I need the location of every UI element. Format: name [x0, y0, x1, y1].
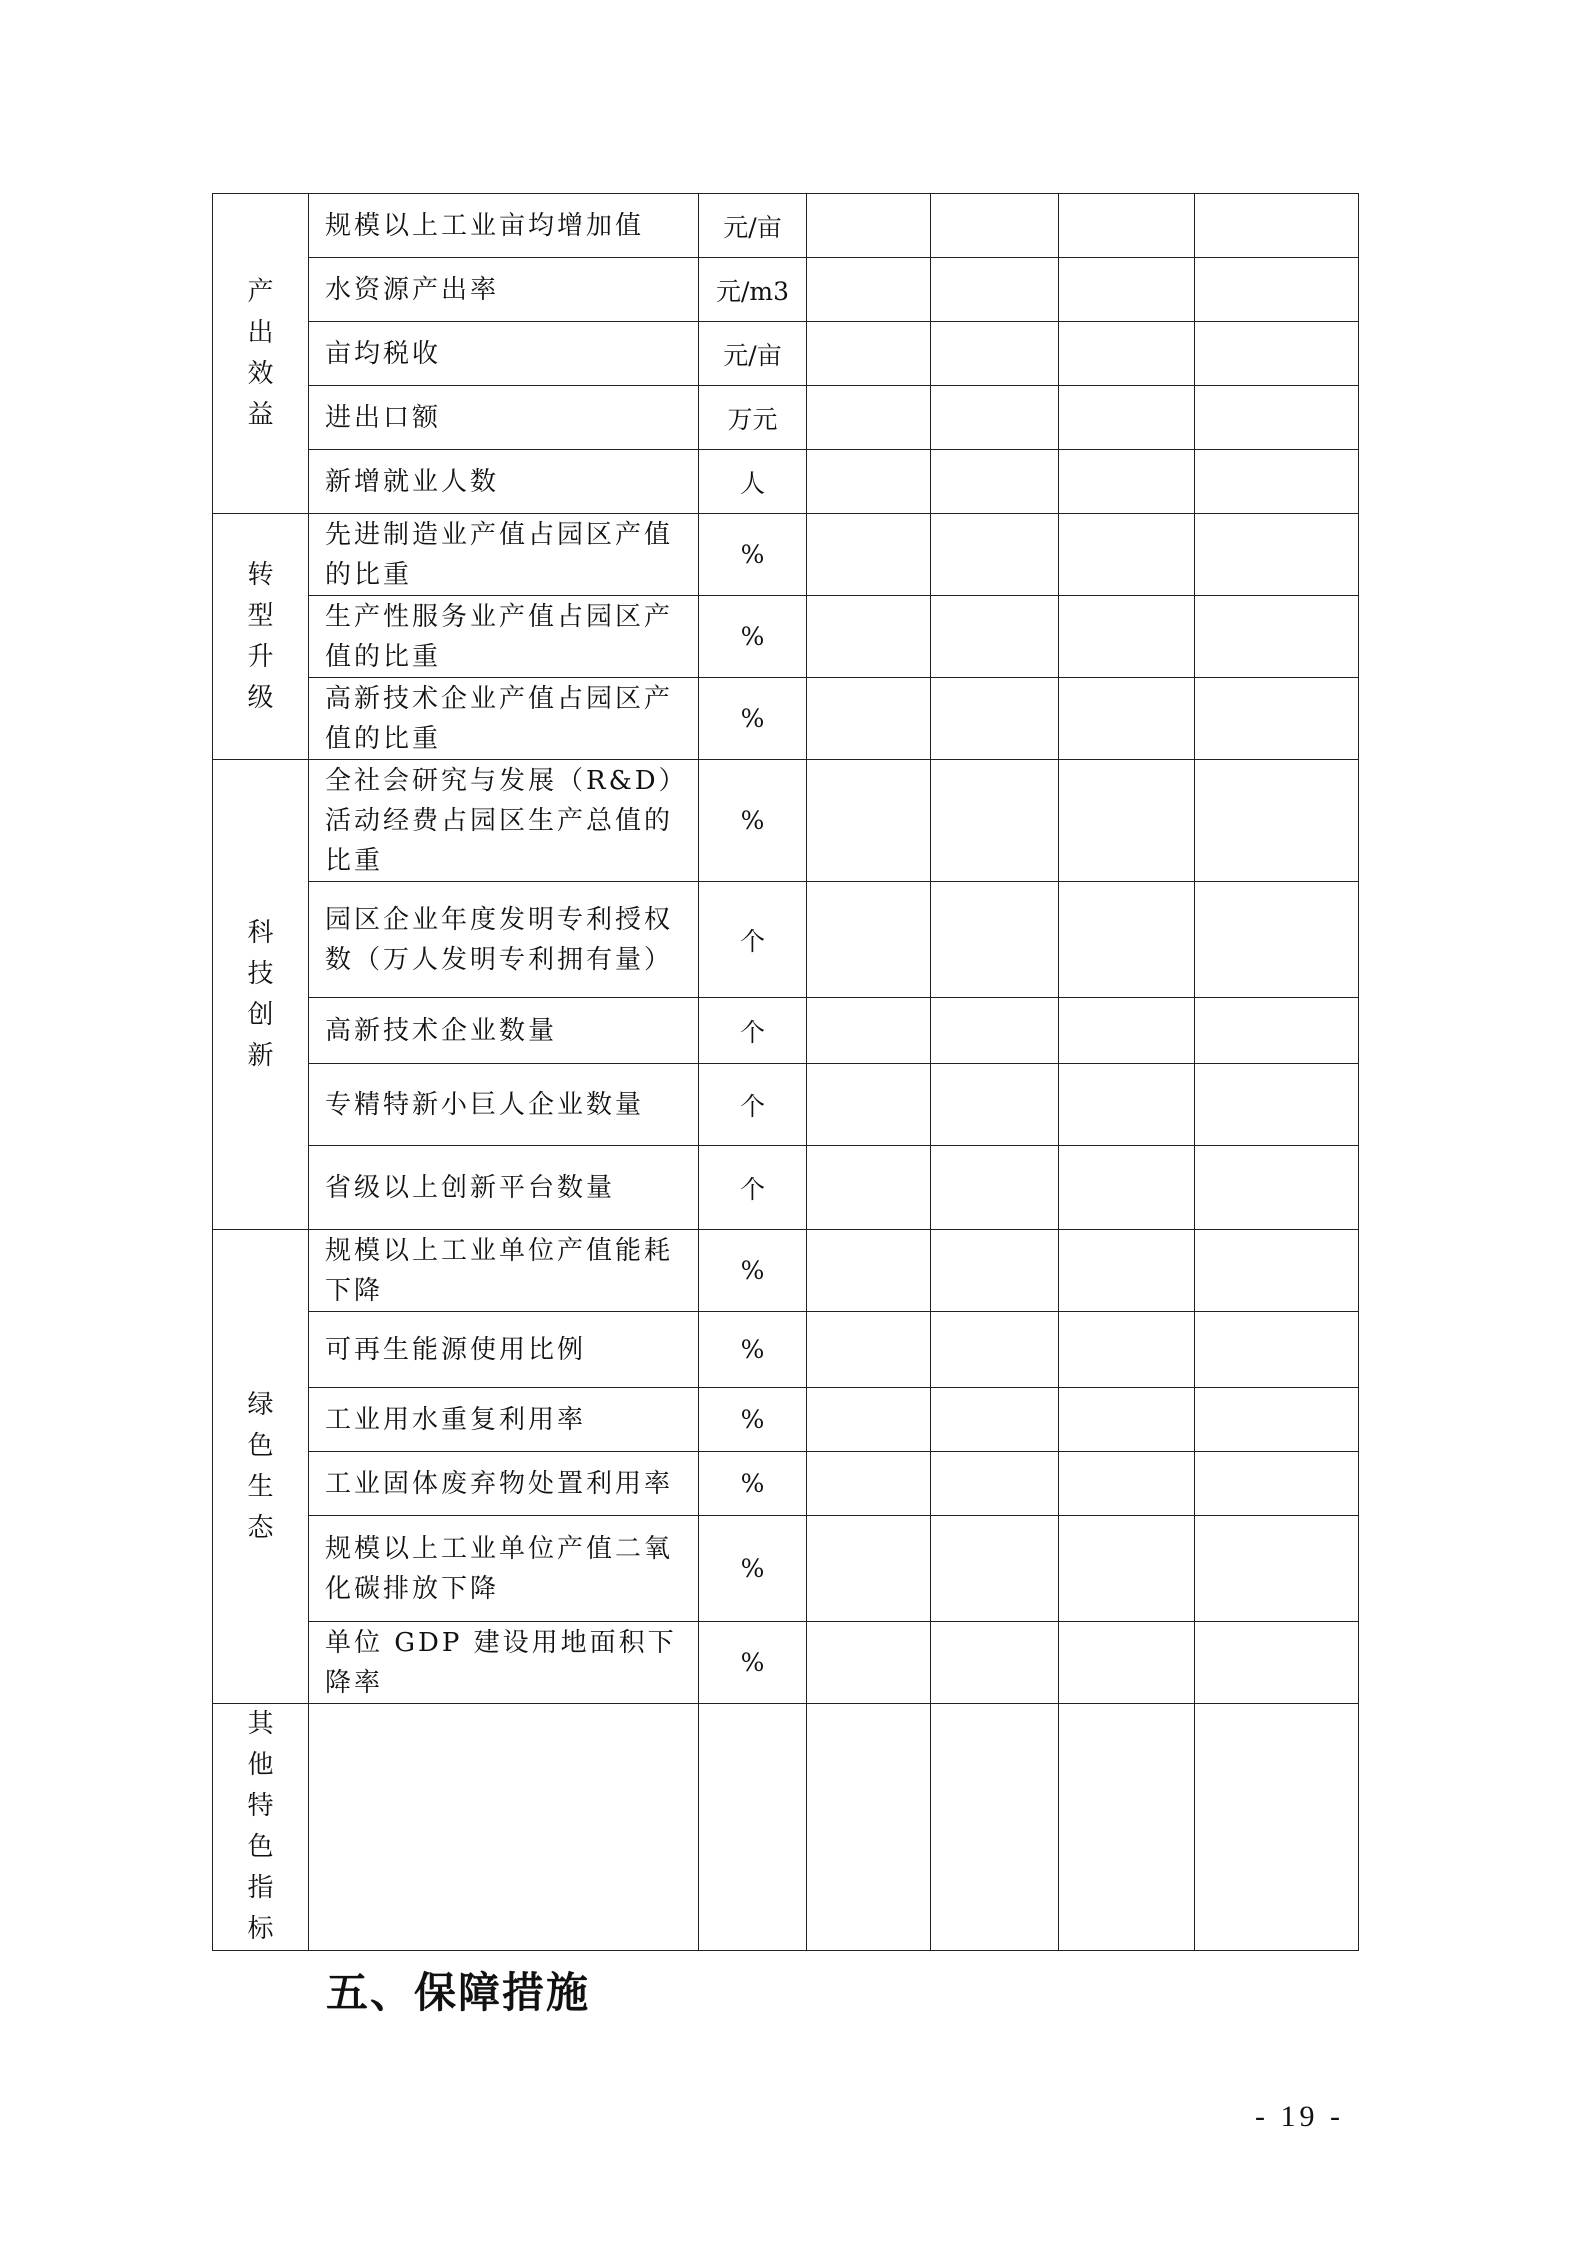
category-cell: [213, 514, 309, 760]
value-cell: [1195, 386, 1359, 450]
value-cell: [807, 194, 931, 258]
unit-cell: %: [699, 1452, 807, 1516]
value-cell: [1195, 514, 1359, 596]
indicator-table-body: [213, 194, 1359, 1951]
value-cell: [807, 596, 931, 678]
value-cell: [931, 450, 1059, 514]
value-cell: [931, 1452, 1059, 1516]
value-cell: [1195, 998, 1359, 1064]
indicator-cell: 省级以上创新平台数量: [309, 1146, 699, 1230]
category-label: 绿色生态: [247, 1389, 274, 1543]
value-cell: [931, 322, 1059, 386]
indicator-cell: 先进制造业产值占园区产值的比重: [309, 514, 699, 596]
indicator-cell: 全社会研究与发展（R&D）活动经费占园区生产总值的比重: [309, 760, 699, 882]
table-row: [213, 514, 1359, 596]
value-cell: [1059, 1312, 1195, 1388]
value-cell: [1195, 882, 1359, 998]
value-cell: [931, 514, 1059, 596]
unit-cell: %: [699, 1516, 807, 1622]
value-cell: [931, 258, 1059, 322]
indicator-cell: 新增就业人数: [309, 450, 699, 514]
indicator-cell: 园区企业年度发明专利授权数（万人发明专利拥有量）: [309, 882, 699, 998]
unit-cell: 元/m3: [699, 258, 807, 322]
unit-cell: %: [699, 1312, 807, 1388]
indicator-cell: 亩均税收: [309, 322, 699, 386]
unit-cell: 个: [699, 882, 807, 998]
unit-cell: 元/亩: [699, 322, 807, 386]
value-cell: [1195, 258, 1359, 322]
unit-cell: %: [699, 1230, 807, 1312]
value-cell: [1059, 596, 1195, 678]
value-cell: [807, 1064, 931, 1146]
value-cell: [1059, 1388, 1195, 1452]
value-cell: [1059, 450, 1195, 514]
table-row: [213, 1388, 1359, 1452]
value-cell: [1059, 322, 1195, 386]
table-row: [213, 998, 1359, 1064]
unit-cell: 个: [699, 998, 807, 1064]
indicator-cell: [309, 1704, 699, 1951]
category-label: 转型升级: [247, 559, 274, 713]
table-row: [213, 1146, 1359, 1230]
value-cell: [807, 322, 931, 386]
category-cell: [213, 760, 309, 1230]
value-cell: [1059, 882, 1195, 998]
value-cell: [931, 1388, 1059, 1452]
unit-cell: %: [699, 1388, 807, 1452]
value-cell: [807, 1388, 931, 1452]
value-cell: [931, 386, 1059, 450]
unit-cell: 元/亩: [699, 194, 807, 258]
value-cell: [1059, 1064, 1195, 1146]
section-heading: 五、保障措施: [326, 1968, 591, 2017]
value-cell: [807, 882, 931, 998]
value-cell: [807, 1704, 931, 1951]
value-cell: [1195, 450, 1359, 514]
indicator-cell: 水资源产出率: [309, 258, 699, 322]
value-cell: [931, 760, 1059, 882]
value-cell: [1195, 1516, 1359, 1622]
value-cell: [931, 1516, 1059, 1622]
value-cell: [1059, 760, 1195, 882]
value-cell: [1195, 1452, 1359, 1516]
table-row: [213, 450, 1359, 514]
category-cell: [213, 194, 309, 514]
table-row: [213, 258, 1359, 322]
value-cell: [1195, 1388, 1359, 1452]
indicator-cell: 可再生能源使用比例: [309, 1312, 699, 1388]
unit-cell: 个: [699, 1064, 807, 1146]
indicator-cell: 规模以上工业单位产值能耗下降: [309, 1230, 699, 1312]
value-cell: [1195, 596, 1359, 678]
table-row: [213, 1516, 1359, 1622]
table-row: [213, 386, 1359, 450]
value-cell: [807, 760, 931, 882]
unit-cell: %: [699, 678, 807, 760]
value-cell: [1059, 1230, 1195, 1312]
value-cell: [1059, 1622, 1195, 1704]
indicator-cell: 高新技术企业产值占园区产值的比重: [309, 678, 699, 760]
table-row: [213, 678, 1359, 760]
value-cell: [807, 1230, 931, 1312]
table-row: [213, 882, 1359, 998]
category-label: 产出效益: [247, 276, 274, 430]
table-row: [213, 322, 1359, 386]
value-cell: [807, 1452, 931, 1516]
value-cell: [807, 514, 931, 596]
value-cell: [931, 596, 1059, 678]
unit-cell: %: [699, 760, 807, 882]
value-cell: [1059, 258, 1195, 322]
value-cell: [1195, 1704, 1359, 1951]
indicator-cell: 专精特新小巨人企业数量: [309, 1064, 699, 1146]
indicator-cell: 工业用水重复利用率: [309, 1388, 699, 1452]
category-label: 科技创新: [247, 917, 274, 1071]
value-cell: [1059, 194, 1195, 258]
value-cell: [807, 998, 931, 1064]
unit-cell: 个: [699, 1146, 807, 1230]
value-cell: [931, 1312, 1059, 1388]
indicator-cell: 生产性服务业产值占园区产值的比重: [309, 596, 699, 678]
unit-cell: 人: [699, 450, 807, 514]
unit-cell: %: [699, 1622, 807, 1704]
value-cell: [931, 1230, 1059, 1312]
value-cell: [807, 1622, 931, 1704]
value-cell: [807, 1146, 931, 1230]
page-number: - 19 -: [1255, 2100, 1344, 2133]
value-cell: [931, 194, 1059, 258]
table-row: [213, 760, 1359, 882]
category-label: 其他特色指标: [247, 1709, 274, 1944]
value-cell: [931, 1622, 1059, 1704]
value-cell: [1195, 1146, 1359, 1230]
value-cell: [1059, 1452, 1195, 1516]
value-cell: [1059, 678, 1195, 760]
value-cell: [807, 678, 931, 760]
value-cell: [807, 1516, 931, 1622]
category-cell: [213, 1704, 309, 1951]
indicator-cell: 单位 GDP 建设用地面积下降率: [309, 1622, 699, 1704]
indicator-cell: 进出口额: [309, 386, 699, 450]
value-cell: [931, 1064, 1059, 1146]
table-row: [213, 1312, 1359, 1388]
table-row: [213, 194, 1359, 258]
unit-cell: %: [699, 514, 807, 596]
table-row: [213, 596, 1359, 678]
value-cell: [807, 386, 931, 450]
value-cell: [1059, 1146, 1195, 1230]
value-cell: [931, 882, 1059, 998]
indicator-cell: 规模以上工业单位产值二氧化碳排放下降: [309, 1516, 699, 1622]
value-cell: [931, 1146, 1059, 1230]
unit-cell: %: [699, 596, 807, 678]
indicator-cell: 高新技术企业数量: [309, 998, 699, 1064]
value-cell: [807, 258, 931, 322]
indicator-table: [212, 193, 1359, 1951]
table-row: [213, 1704, 1359, 1951]
value-cell: [1195, 760, 1359, 882]
indicator-cell: 规模以上工业亩均增加值: [309, 194, 699, 258]
category-cell: [213, 1230, 309, 1704]
value-cell: [1059, 514, 1195, 596]
value-cell: [1059, 998, 1195, 1064]
value-cell: [807, 1312, 931, 1388]
value-cell: [1195, 1312, 1359, 1388]
value-cell: [1195, 1230, 1359, 1312]
value-cell: [1059, 386, 1195, 450]
table-row: [213, 1622, 1359, 1704]
value-cell: [1059, 1516, 1195, 1622]
value-cell: [931, 1704, 1059, 1951]
value-cell: [1195, 1064, 1359, 1146]
unit-cell: [699, 1704, 807, 1951]
value-cell: [931, 678, 1059, 760]
value-cell: [1195, 678, 1359, 760]
indicator-cell: 工业固体废弃物处置利用率: [309, 1452, 699, 1516]
value-cell: [931, 998, 1059, 1064]
unit-cell: 万元: [699, 386, 807, 450]
table-row: [213, 1064, 1359, 1146]
value-cell: [807, 450, 931, 514]
value-cell: [1195, 322, 1359, 386]
value-cell: [1059, 1704, 1195, 1951]
table-row: [213, 1452, 1359, 1516]
table-row: [213, 1230, 1359, 1312]
value-cell: [1195, 194, 1359, 258]
value-cell: [1195, 1622, 1359, 1704]
